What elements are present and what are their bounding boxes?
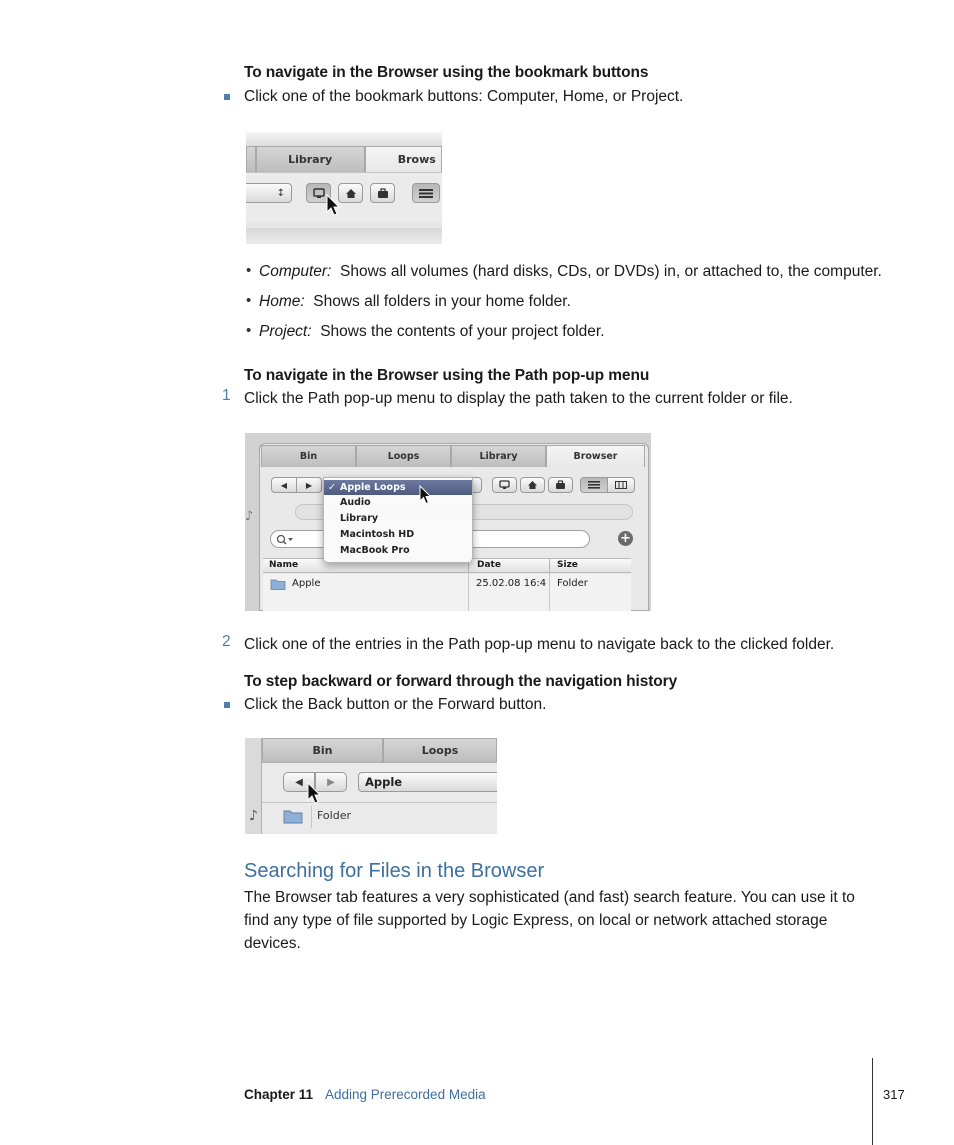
row-divider: [262, 802, 497, 803]
forward-button[interactable]: [296, 477, 322, 493]
row-date: 25.02.08 16:4: [476, 578, 547, 589]
bullet-item-home: [259, 290, 571, 313]
mouse-cursor-icon: [307, 782, 323, 806]
list-view-icon: [588, 481, 600, 489]
computer-icon: [499, 480, 510, 490]
screenshot-bottom-edge: [246, 228, 442, 244]
term-computer: Computer:: [259, 263, 332, 280]
folder-kind-label: Folder: [317, 809, 351, 822]
tab-partial[interactable]: [246, 146, 256, 172]
folder-icon: [283, 809, 303, 824]
tab-bin[interactable]: Bin: [261, 445, 356, 467]
search-paragraph-line: The Browser tab features a very sophisticated (and fast) search feature. You can use it to: [244, 889, 855, 906]
back-arrow-icon: ◀: [280, 480, 288, 490]
bookmark-section-heading: To navigate in the Browser using the bookmark buttons: [244, 64, 649, 81]
menu-item-library[interactable]: Library: [340, 513, 379, 524]
menu-item-apple-loops[interactable]: [324, 480, 472, 495]
tab-library[interactable]: Library: [256, 146, 365, 172]
path-popup-section-heading: To navigate in the Browser using the Path pop-up menu: [244, 367, 650, 384]
table-row[interactable]: [263, 574, 631, 594]
tab-browser[interactable]: Browser: [546, 445, 645, 467]
project-bookmark-button[interactable]: [370, 183, 395, 203]
menu-item-macintosh-hd[interactable]: Macintosh HD: [340, 529, 415, 540]
list-view-icon: [419, 188, 433, 198]
column-header-name[interactable]: Name: [269, 560, 299, 570]
side-strip: [245, 503, 257, 573]
search-icon: [276, 534, 294, 545]
music-note-icon: ♪: [249, 808, 258, 824]
desc-project: Shows the contents of your project folder.: [320, 323, 605, 340]
bookmark-buttons-screenshot: [246, 132, 442, 244]
menu-item-macbook-pro[interactable]: MacBook Pro: [340, 545, 410, 556]
menu-item-audio[interactable]: Audio: [340, 497, 371, 508]
folder-icon: [270, 578, 286, 590]
path-popup-screenshot: [245, 433, 651, 611]
square-bullet: [224, 702, 230, 708]
column-divider: [549, 573, 550, 611]
footer-chapter: Chapter 11: [244, 1087, 314, 1102]
path-step-1-text: Click the Path pop-up menu to display the path taken to the current folder or file.: [244, 390, 793, 407]
forward-arrow-icon: ▶: [327, 776, 335, 788]
music-note-icon: ♪: [245, 509, 254, 524]
home-bookmark-button[interactable]: [520, 477, 545, 493]
history-step-text: Click the Back button or the Forward button.: [244, 696, 547, 713]
path-step-2-text: Click one of the entries in the Path pop-up menu to navigate back to the clicked folder.: [244, 636, 835, 653]
bookmark-step-text: Click one of the bookmark buttons: Computer, Home, or Project.: [244, 88, 684, 105]
term-project: Project:: [259, 323, 312, 340]
home-icon: [345, 188, 357, 199]
term-home: Home:: [259, 293, 305, 310]
screenshot-top-edge: [246, 132, 442, 146]
back-arrow-icon: ◀: [295, 776, 303, 788]
list-view-button[interactable]: [412, 183, 440, 203]
computer-icon: [313, 188, 325, 199]
tab-divider: [262, 762, 497, 763]
mouse-cursor-icon: [326, 194, 342, 218]
history-section-heading: To step backward or forward through the navigation history: [244, 673, 678, 690]
column-divider: [468, 573, 469, 611]
column-view-button[interactable]: [607, 477, 635, 493]
tab-bin[interactable]: Bin: [262, 738, 383, 762]
home-icon: [527, 480, 538, 490]
row-size: Folder: [557, 578, 588, 589]
menu-item-label: Apple Loops: [340, 482, 406, 493]
list-view-button[interactable]: [580, 477, 608, 493]
updown-arrows-icon: ↕: [276, 187, 285, 199]
footer-divider: [872, 1058, 873, 1145]
briefcase-icon: [555, 480, 566, 490]
dot-bullet: •: [246, 322, 252, 339]
tab-browser[interactable]: Brows: [365, 146, 442, 172]
column-header-size[interactable]: Size: [557, 560, 578, 570]
project-bookmark-button[interactable]: [548, 477, 573, 493]
desc-computer: Shows all volumes (hard disks, CDs, or DVDs) in, or attached to, the computer.: [340, 263, 882, 280]
column-view-icon: [615, 481, 627, 489]
page-number: 317: [883, 1087, 905, 1102]
add-icon[interactable]: +: [618, 531, 633, 546]
table-body: [263, 574, 631, 611]
column-divider: [549, 559, 550, 573]
search-paragraph-line: find any type of file supported by Logic Express, on local or network attached storage: [244, 912, 828, 929]
dot-bullet: •: [246, 262, 252, 279]
bullet-item-project: [259, 320, 605, 343]
step-number: 1: [222, 387, 231, 404]
path-popup-menu: [323, 477, 473, 563]
search-paragraph-line: devices.: [244, 935, 301, 952]
tab-loops[interactable]: Loops: [356, 445, 451, 467]
section-title: Searching for Files in the Browser: [244, 860, 545, 882]
path-popup-menu-button[interactable]: Apple: [358, 772, 497, 792]
desc-home: Shows all folders in your home folder.: [313, 293, 571, 310]
computer-bookmark-button[interactable]: [492, 477, 517, 493]
footer-chapter-title: Adding Prerecorded Media: [325, 1087, 486, 1102]
path-popup-stepper[interactable]: [246, 183, 292, 203]
column-header-date[interactable]: Date: [477, 560, 501, 570]
square-bullet: [224, 94, 230, 100]
back-forward-screenshot: [245, 738, 497, 834]
mouse-cursor-icon: [419, 485, 433, 507]
bullet-item-computer: [259, 260, 882, 283]
briefcase-icon: [377, 188, 389, 199]
tab-loops[interactable]: Loops: [383, 738, 497, 762]
row-name: Apple: [292, 578, 321, 589]
column-divider: [311, 806, 312, 828]
forward-arrow-icon: ▶: [305, 480, 313, 490]
step-number: 2: [222, 633, 231, 650]
tab-library[interactable]: Library: [451, 445, 546, 467]
checkmark-icon: ✓: [328, 482, 336, 493]
back-button[interactable]: [271, 477, 297, 493]
dot-bullet: •: [246, 292, 252, 309]
